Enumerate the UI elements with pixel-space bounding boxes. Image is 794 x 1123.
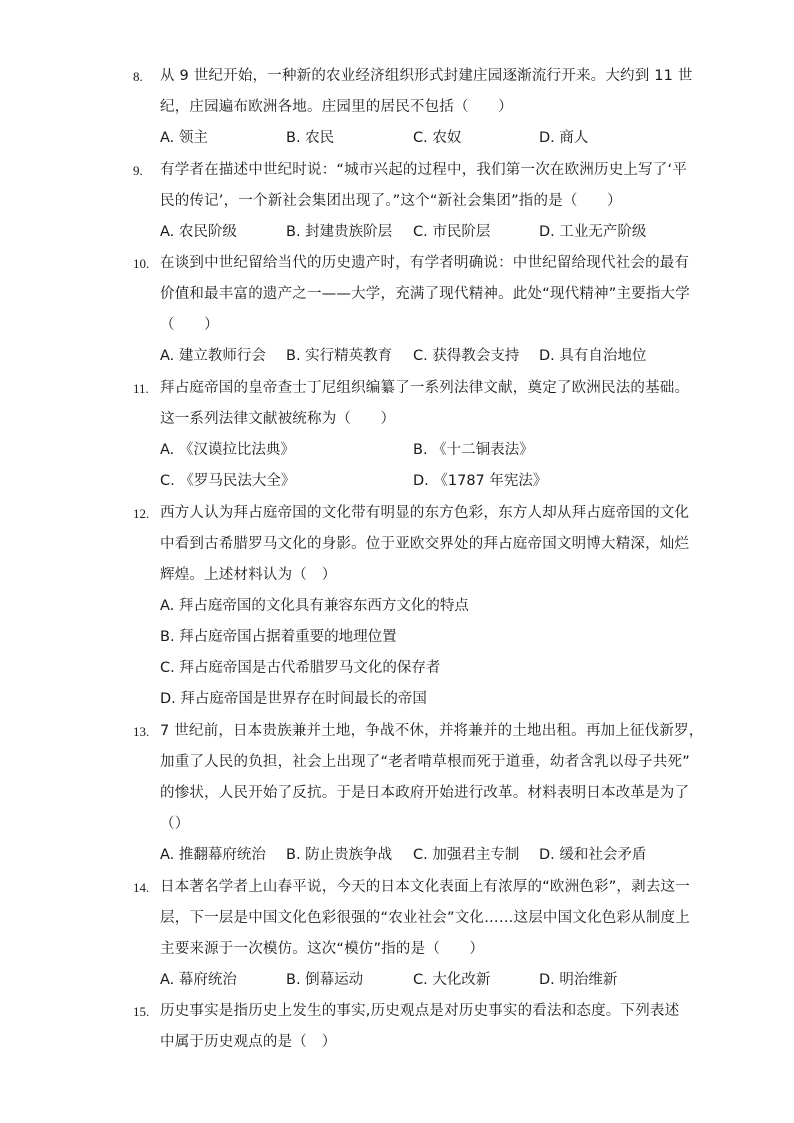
option-a[interactable]: A. 领主 — [160, 130, 208, 146]
option-a[interactable]: A. 建立教师行会 — [160, 348, 266, 364]
option-a[interactable]: A. 拜占庭帝国的文化具有兼容东西方文化的特点 — [160, 598, 469, 614]
question-stem: 从 9 世纪开始，一种新的农业经济组织形式封建庄园逐渐流行开来。大约到 11 世 纪，庄园遍布欧洲各地。庄园里的居民不包括（ ） — [160, 68, 693, 115]
option-b[interactable]: B. 《十二铜表法》 — [413, 442, 534, 458]
question-number: 10. — [133, 256, 150, 271]
option-c[interactable]: C. 拜占庭帝国是古代希腊罗马文化的保存者 — [160, 660, 441, 676]
option-a[interactable]: A. 幕府统治 — [160, 972, 237, 988]
option-b[interactable]: B. 防止贵族争战 — [286, 847, 393, 863]
option-a[interactable]: A. 推翻幕府统治 — [160, 847, 266, 863]
option-b[interactable]: B. 拜占庭帝国占据着重要的地理位置 — [160, 629, 397, 645]
option-row — [160, 123, 680, 154]
option-b[interactable]: B. 实行精英教育 — [286, 348, 393, 364]
option-grid — [160, 435, 680, 497]
option-b[interactable]: B. 倒幕运动 — [286, 972, 364, 988]
option-c[interactable]: C. 大化改新 — [413, 972, 491, 988]
question-number: 8. — [133, 69, 143, 84]
question-number: 12. — [133, 506, 150, 521]
question-number: 14. — [133, 880, 150, 895]
option-list — [160, 591, 680, 715]
question-stem: 在谈到中世纪留给当代的历史遗产时，有学者明确说：中世纪留给现代社会的最有 价值和最丰富的遗产之一——大学，充满了现代精神。此处“现代精神”主要指大学 （ ） — [160, 255, 690, 333]
option-c[interactable]: C. 市民阶层 — [413, 224, 491, 240]
option-row — [160, 965, 680, 996]
question-number: 9. — [133, 163, 143, 178]
option-d[interactable]: D. 《1787 年宪法》 — [413, 473, 548, 489]
option-d[interactable]: D. 工业无产阶级 — [539, 224, 647, 240]
option-d[interactable]: D. 明治维新 — [539, 972, 618, 988]
option-c[interactable]: C. 获得教会支持 — [413, 348, 520, 364]
question-stem: 7 世纪前，日本贵族兼并土地，争战不休，并将兼并的土地出租。再加上征伐新罗， 加重了人民的负担，社会上出现了“老者啃草根而死于道垂，幼者含乳以母子共死” 的惨状，人民开始了反抗。于是日本政府开始进行改革。材料表明日本改革是为了 （） — [160, 723, 704, 832]
option-c[interactable]: C. 《罗马民法大全》 — [160, 473, 296, 489]
option-a[interactable]: A. 农民阶级 — [160, 224, 237, 240]
question-number: 15. — [133, 1004, 150, 1019]
question-stem: 日本著名学者上山春平说，今天的日本文化表面上有浓厚的“欧洲色彩”，剥去这一 层，下一层是中国文化色彩很强的“农业社会”文化……这层中国文化色彩从制度上 主要来源于一次模仿。这次“模仿”指的是（ ） — [160, 879, 690, 957]
option-d[interactable]: D. 缓和社会矛盾 — [539, 847, 647, 863]
question-number: 13. — [133, 724, 150, 739]
question-number: 11. — [133, 381, 149, 396]
question-stem: 历史事实是指历史上发生的事实,历史观点是对历史事实的看法和态度。下列表述 中属于历史观点的是（ ） — [160, 1003, 680, 1050]
option-row — [160, 840, 680, 871]
option-b[interactable]: B. 农民 — [286, 130, 335, 146]
option-d[interactable]: D. 具有自治地位 — [539, 348, 647, 364]
question-stem: 拜占庭帝国的皇帝查士丁尼组织编纂了一系列法律文献，奠定了欧洲民法的基础。 这一系列法律文献被统称为（ ） — [160, 380, 690, 427]
option-a[interactable]: A. 《汉谟拉比法典》 — [160, 442, 295, 458]
question-stem: 西方人认为拜占庭帝国的文化带有明显的东方色彩，东方人却从拜占庭帝国的文化 中看到古希腊罗马文化的身影。位于亚欧交界处的拜占庭帝国文明博大精深，灿烂 辉煌。上述材料认为（ ） — [160, 505, 690, 583]
question-stem: 有学者在描述中世纪时说：“城市兴起的过程中，我们第一次在欧洲历史上写了‘平 民的传记’，一个新社会集团出现了。”这个“新社会集团”指的是（ ） — [160, 162, 688, 209]
option-c[interactable]: C. 加强君主专制 — [413, 847, 520, 863]
option-row — [160, 217, 680, 248]
option-d[interactable]: D. 商人 — [539, 130, 589, 146]
option-b[interactable]: B. 封建贵族阶层 — [286, 224, 393, 240]
option-c[interactable]: C. 农奴 — [413, 130, 462, 146]
option-row — [160, 341, 680, 372]
option-d[interactable]: D. 拜占庭帝国是世界存在时间最长的帝国 — [160, 691, 427, 707]
